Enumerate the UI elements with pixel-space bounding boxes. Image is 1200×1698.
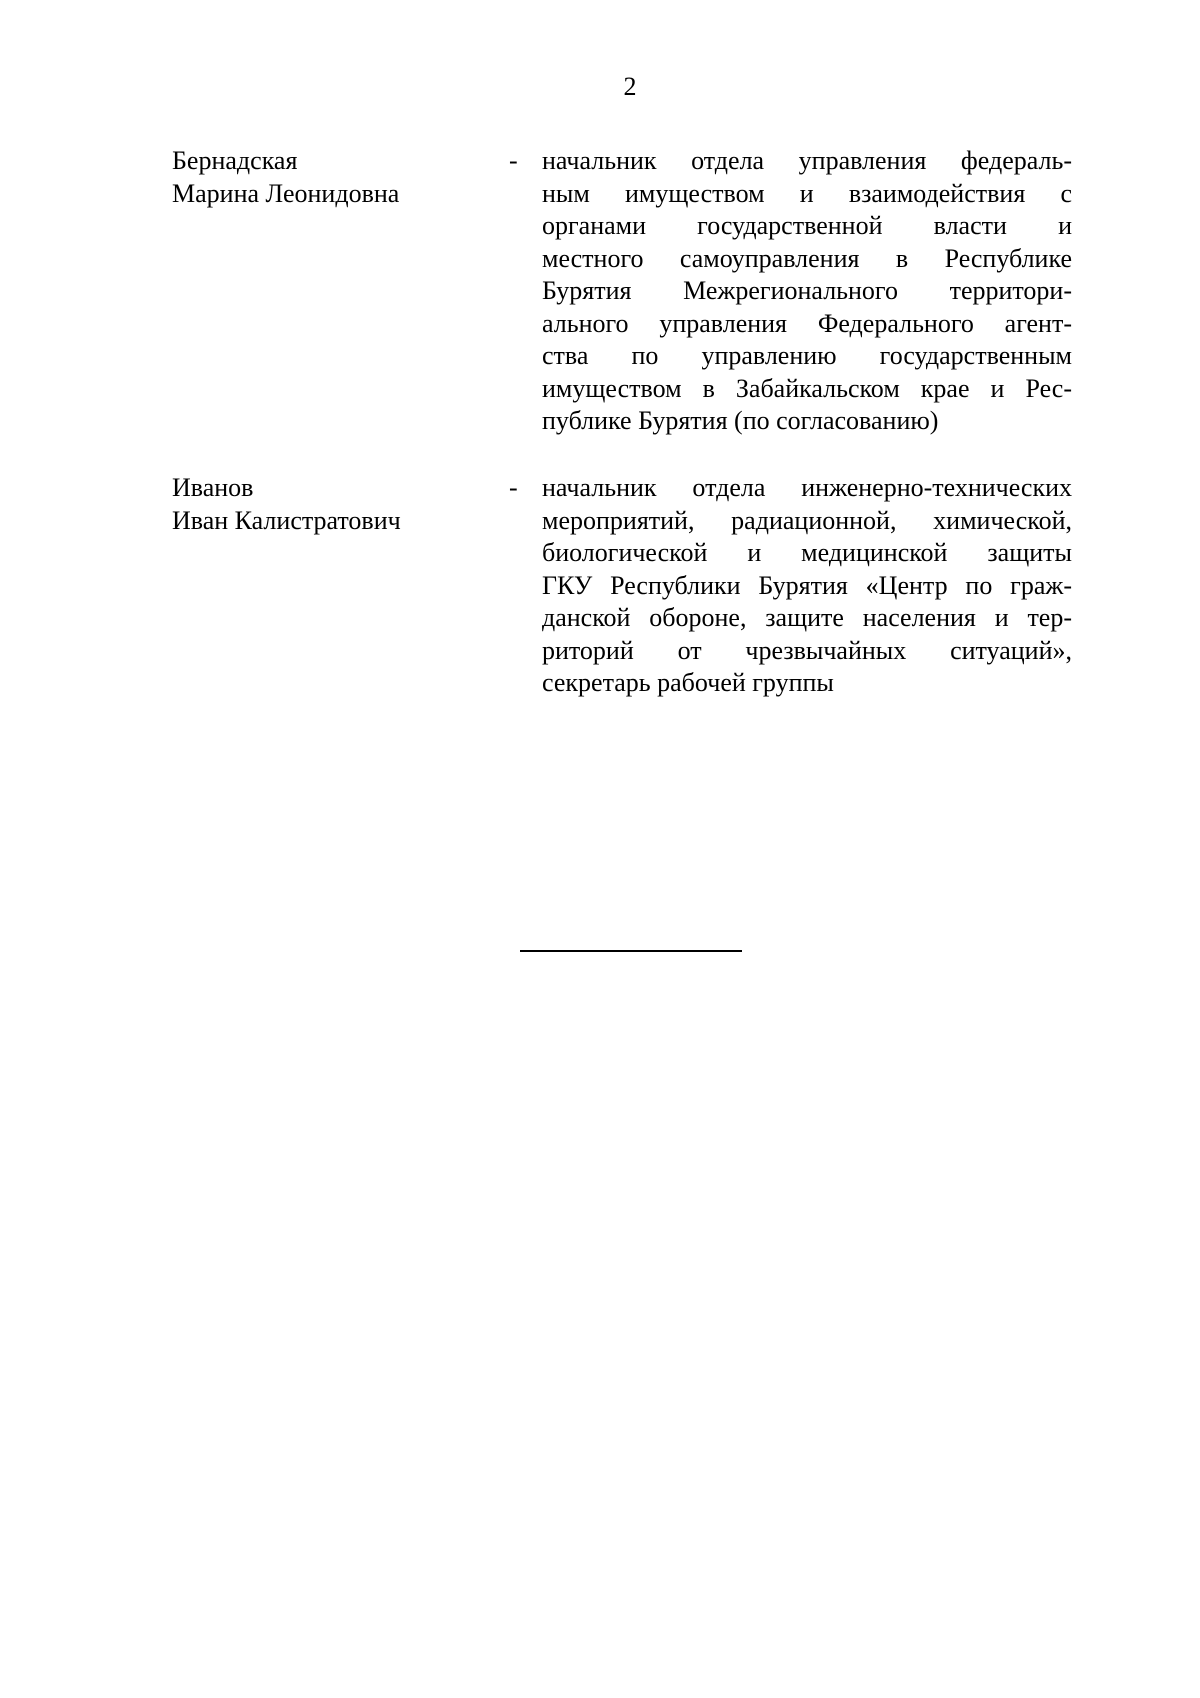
end-of-document-rule: [520, 950, 742, 952]
member-given-names: Иван Калистратович: [172, 505, 401, 535]
member-name: [172, 472, 502, 537]
member-dash: -: [509, 473, 518, 502]
description-line: секретарь рабочей группы: [542, 668, 834, 697]
description-line: ным имуществом и взаимодействия с: [542, 178, 1072, 208]
member-surname: Бернадская: [172, 146, 298, 175]
description-line: риторий от чрезвычайных ситуаций»,: [542, 635, 1072, 665]
description-line: данской обороне, защите населения и тер-: [542, 603, 1072, 632]
description-line: Бурятия Межрегионального территори-: [542, 276, 1072, 305]
member-surname: Иванов: [172, 473, 254, 502]
description-line: органами государственной власти и: [542, 211, 1072, 240]
description-line: ства по управлению государственным: [542, 341, 1072, 370]
member-given-names: Марина Леонидовна: [172, 178, 400, 208]
member-description: [542, 145, 1072, 438]
description-line: имуществом в Забайкальском крае и Рес-: [542, 373, 1072, 403]
member-name: [172, 145, 502, 210]
page-number: 2: [623, 72, 637, 101]
description-line: публике Бурятия (по согласованию): [542, 406, 939, 435]
description-line: мероприятий, радиационной, химической,: [542, 505, 1072, 535]
description-line: местного самоуправления в Республике: [542, 243, 1072, 273]
member-description: [542, 472, 1072, 700]
description-line: ГКУ Республики Бурятия «Центр по граж-: [542, 570, 1072, 600]
member-dash: -: [509, 146, 518, 175]
description-line: начальник отдела инженерно-технических: [542, 473, 1072, 502]
description-line: ального управления Федерального агент-: [542, 308, 1072, 338]
description-line: биологической и медицинской защиты: [542, 538, 1072, 567]
description-line: начальник отдела управления федераль-: [542, 146, 1072, 175]
